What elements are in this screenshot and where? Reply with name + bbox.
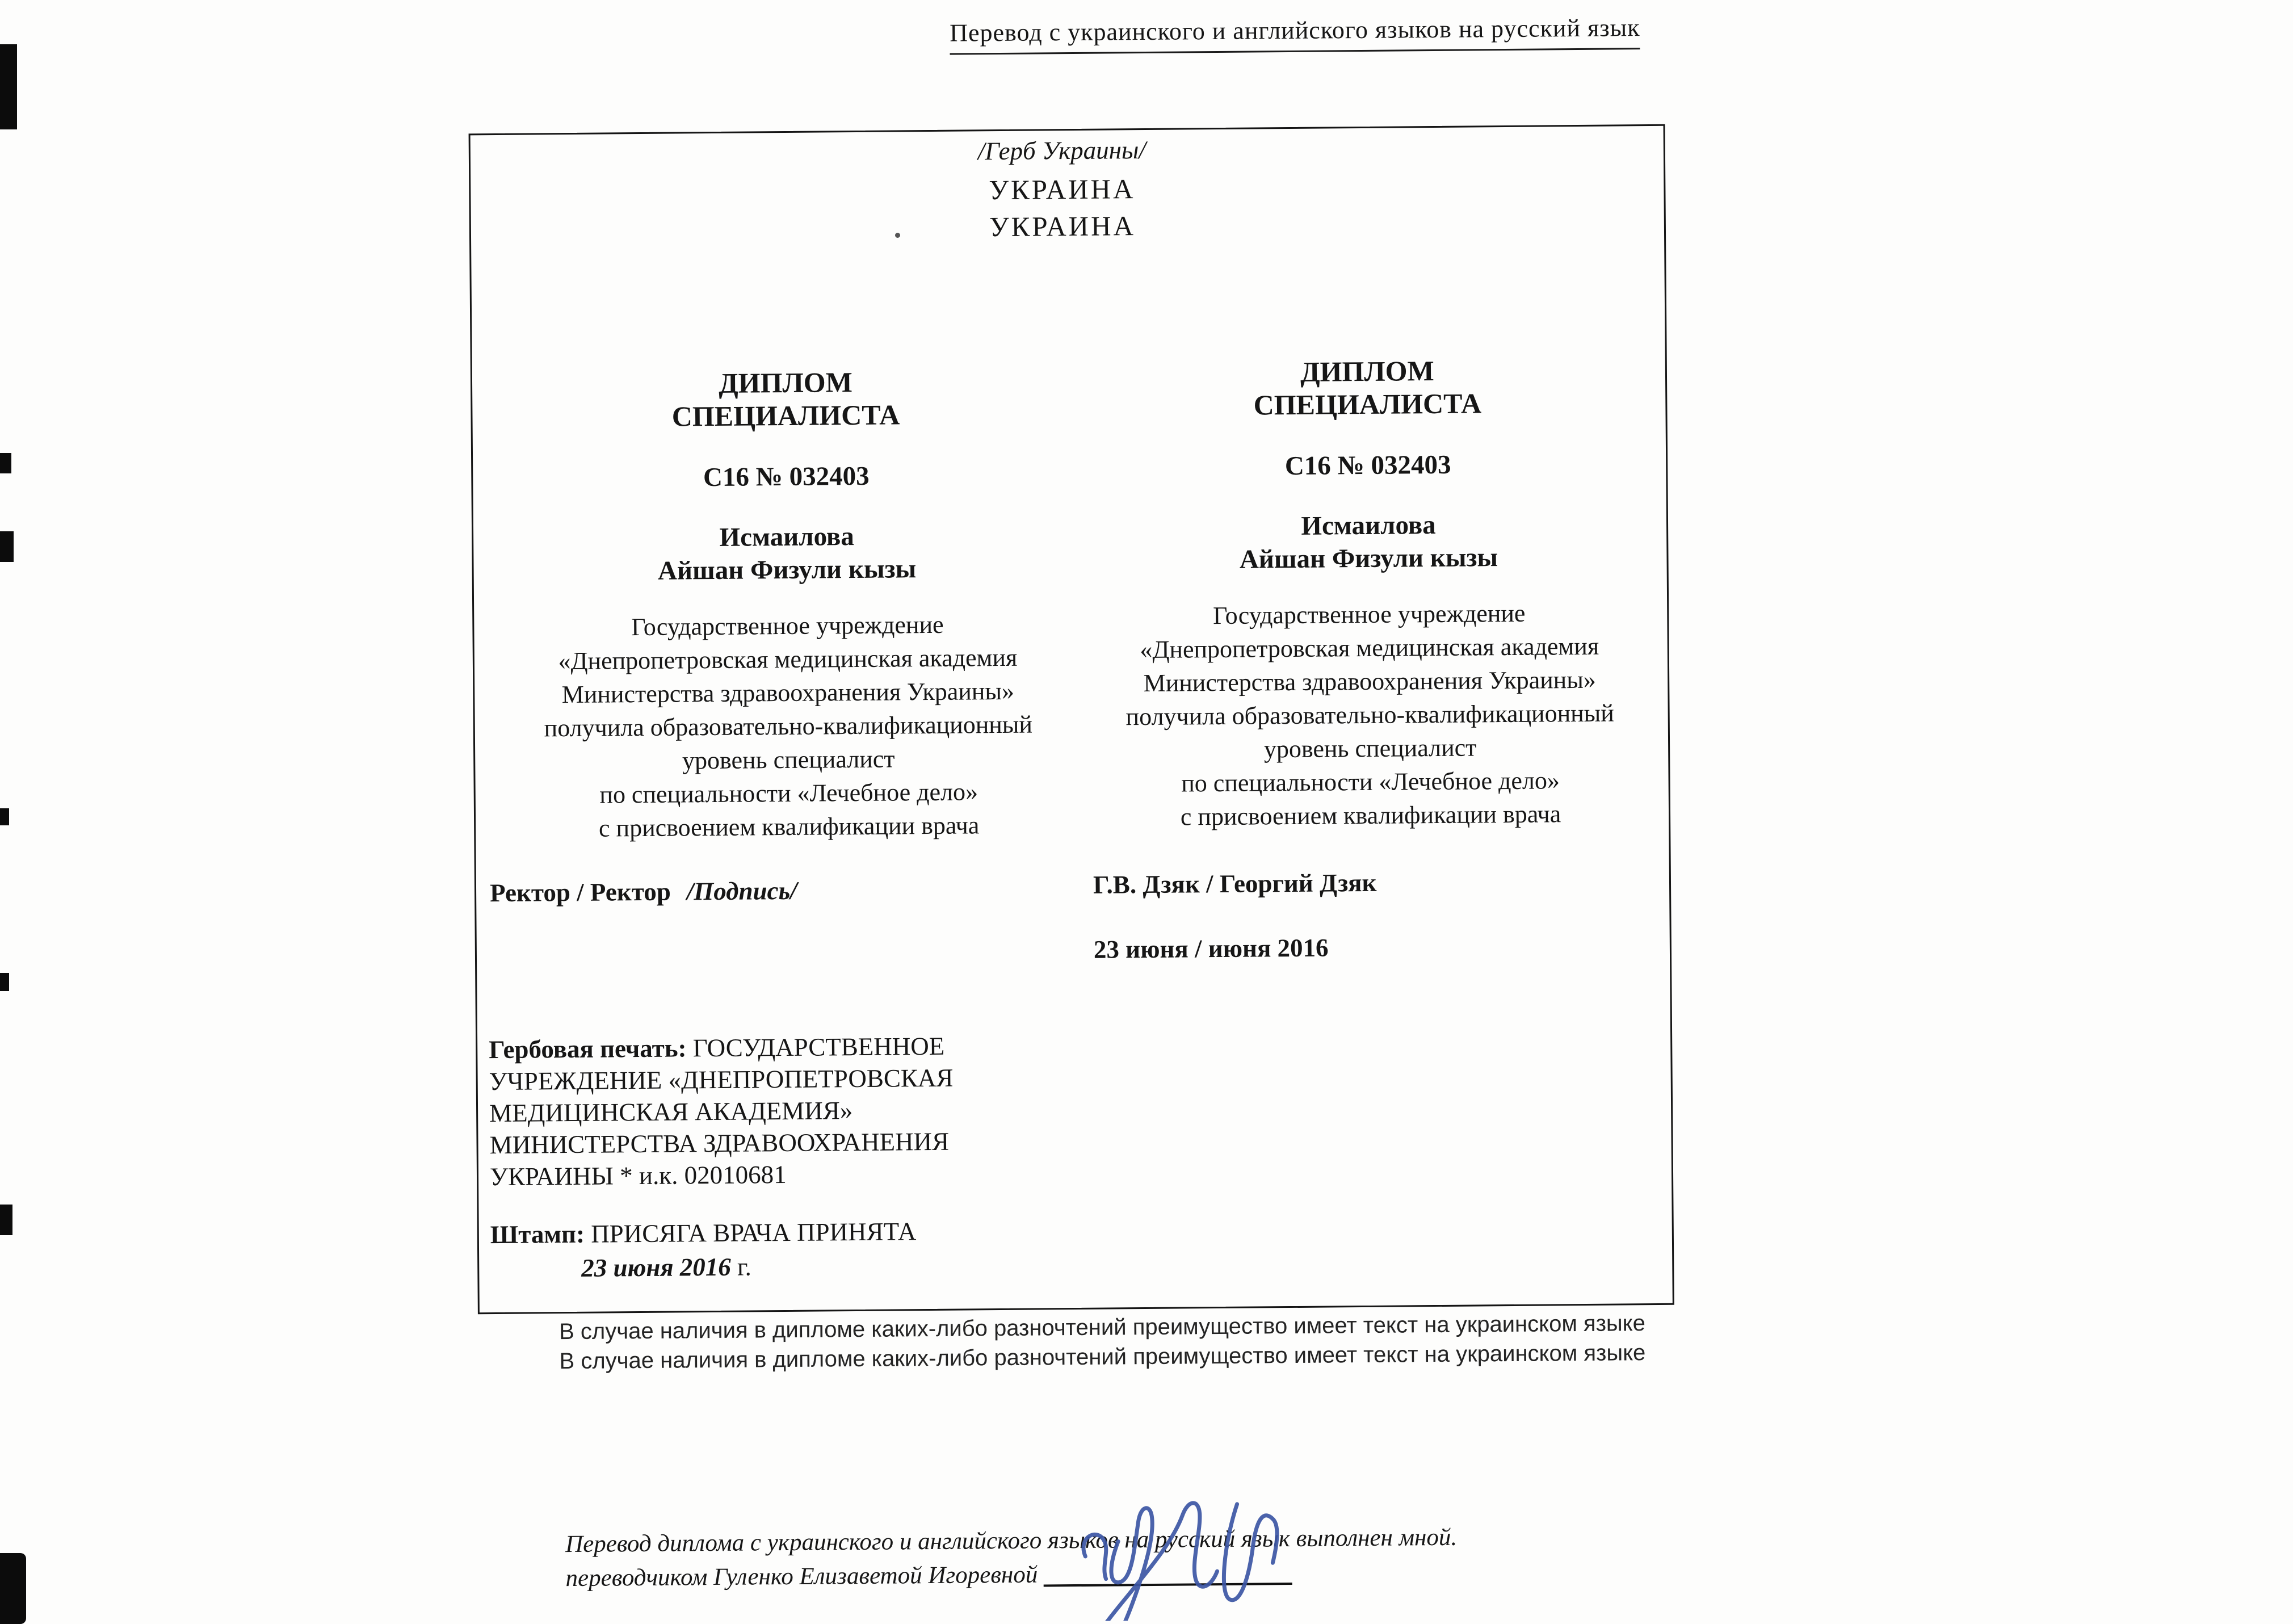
stamp-date-value: 23 июня 2016: [581, 1252, 732, 1282]
diploma-column-left: [485, 364, 1090, 846]
seal-text: ГОСУДАРСТВЕННОЕ: [692, 1031, 945, 1063]
holder-given-name: Айшан Физули кызы: [657, 554, 917, 586]
diploma-title-line1: ДИПЛОМ: [719, 366, 853, 399]
translation-header: Перевод с украинского и английского языков на русский язык: [950, 13, 1640, 55]
body-line: Министерства здравоохранения Украины»: [561, 677, 1015, 709]
body-line: по специальности «Лечебное дело»: [599, 778, 978, 809]
body-line: «Днепропетровская медицинская академия: [558, 643, 1018, 675]
issue-date: 23 июня / июня 2016: [1093, 933, 1329, 964]
holder-surname: Исмаилова: [719, 522, 855, 552]
diploma-number: С16 № 032403: [703, 461, 870, 493]
body-line: по специальности «Лечебное дело»: [1181, 766, 1560, 798]
country-name-ua: УКРАИНА: [989, 173, 1136, 206]
stamp-date-suffix: г.: [730, 1252, 751, 1281]
signature-placeholder: /Подпись/: [686, 876, 797, 906]
handwritten-signature: [1049, 1449, 1368, 1621]
disclaimer-line-2: В случае наличия в дипломе каких-либо разночтений преимущество имеет текст на украинском языке: [559, 1340, 1646, 1374]
body-line: получила образовательно-квалификационный: [544, 710, 1033, 742]
diploma-body-text: [486, 607, 1090, 846]
diploma-column-right: [1066, 353, 1672, 834]
seal-text: УЧРЕЖДЕНИЕ «ДНЕПРОПЕТРОВСКАЯ: [489, 1063, 954, 1096]
body-line: уровень специалист: [1263, 733, 1477, 763]
diploma-title-line1: ДИПЛОМ: [1300, 354, 1434, 388]
rector-label: Ректор / Ректор: [489, 877, 671, 908]
body-line: с присвоением квалификации врача: [1180, 800, 1561, 831]
stamp-date: [581, 1252, 751, 1282]
seal-text: МИНИСТЕРСТВА ЗДРАВООХРАНЕНИЯ: [489, 1127, 950, 1160]
stamp-text: ПРИСЯГА ВРАЧА ПРИНЯТА: [591, 1217, 917, 1248]
holder-surname: Исмаилова: [1301, 510, 1436, 541]
holder-given-name: Айшан Физули кызы: [1239, 543, 1498, 574]
seal-note: [489, 1029, 1103, 1193]
diploma-body-text: [1068, 595, 1672, 834]
seal-text: МЕДИЦИНСКАЯ АКАДЕМИЯ»: [489, 1096, 853, 1128]
translator-note-line-2: переводчиком Гуленко Елизаветой Игоревной: [565, 1561, 1038, 1592]
body-line: Министерства здравоохранения Украины»: [1143, 665, 1596, 698]
diploma-title-line2: СПЕЦИАЛИСТА: [1253, 387, 1482, 421]
translator-note-line-1: Перевод диплома с украинского и английского языков на русский язык выполнен мной.: [565, 1524, 1458, 1558]
body-line: Государственное учреждение: [1212, 599, 1526, 630]
emblem-block: [676, 133, 1448, 246]
body-line: с присвоением квалификации врача: [598, 811, 980, 842]
seal-label: Гербовая печать:: [489, 1034, 687, 1064]
body-line: «Днепропетровская медицинская академия: [1140, 632, 1599, 664]
body-line: Государственное учреждение: [631, 610, 944, 641]
diploma-number: С16 № 032403: [1284, 450, 1451, 481]
seal-text: УКРАИНЫ * и.к. 02010681: [489, 1160, 787, 1191]
diploma-title-line2: СПЕЦИАЛИСТА: [671, 398, 900, 433]
emblem-note: /Герб Украины/: [977, 135, 1146, 166]
country-name-ru: УКРАИНА: [989, 210, 1136, 243]
seal-line: [489, 1029, 1102, 1065]
body-line: уровень специалист: [682, 745, 895, 775]
stamp-label: Штамп:: [490, 1219, 585, 1249]
disclaimer-line-1: В случае наличия в дипломе каких-либо разночтений преимущество имеет текст на украинском языке: [558, 1311, 1646, 1345]
rector-line: [490, 876, 797, 908]
stamp-note: [490, 1216, 917, 1249]
signer-name: Г.В. Дзяк / Георгий Дзяк: [1093, 868, 1377, 899]
body-line: получила образовательно-квалификационный: [1125, 699, 1614, 731]
